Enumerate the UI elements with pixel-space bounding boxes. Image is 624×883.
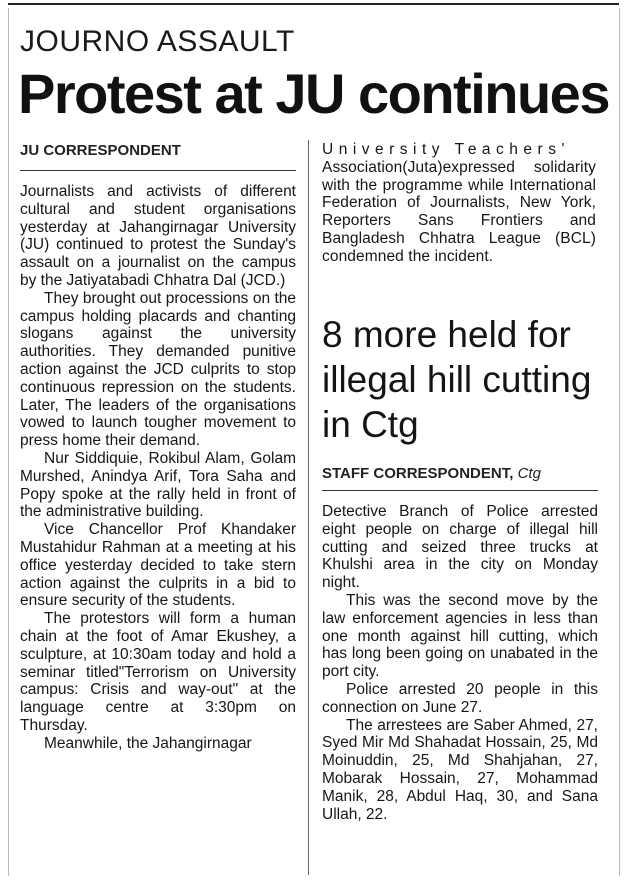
byline: JU CORRESPONDENT <box>20 142 181 159</box>
left-border <box>8 8 9 876</box>
paragraph: They brought out processions on the campus holding placards and chanting slogans against the university authorities. They demanded punitive action against the JCD culprits to stop continuous repression on the students. Later, The leaders of the organisations vowed to launch tougher movement to press home their demand. <box>20 289 296 450</box>
byline-rule <box>20 170 296 171</box>
top-rule <box>8 3 619 5</box>
paragraph: The protestors will form a human chain at the foot of Amar Ekushey, a sculpture, at 10:30am today and hold a seminar titled"Terrorism on University campus: Crisis and way-out" at the language centre at 3:30pm on Thursday. <box>20 610 296 734</box>
paragraph: Meanwhile, the Jahangirnagar <box>44 734 252 752</box>
kicker: JOURNO ASSAULT <box>20 25 295 58</box>
byline-2 <box>322 464 541 484</box>
paragraph: Police arrested 20 people in this connection on June 27. <box>322 680 598 716</box>
headline: Protest at JU continues <box>18 62 609 125</box>
right-border <box>619 8 620 876</box>
paragraph: This was the second move by the law enforcement agencies in less than one month against hill cutting, which has long been going on unabated in the port city. <box>322 591 598 681</box>
headline-2: 8 more held for illegal hill cutting in Ctg <box>322 314 592 445</box>
paragraph: Association(Juta)expressed solidarity with the programme while International Federation of Journalists, New York, Reporters Sans Frontiers and Bangladesh Chhatra League (BCL) condemned the incident. <box>322 158 596 265</box>
byline-2-location: Ctg <box>517 465 541 482</box>
story1-continuation <box>322 141 596 266</box>
column-divider <box>308 140 309 875</box>
paragraph: Vice Chancellor Prof Khandaker Mustahidur Rahman at a meeting at his office yesterday decided to take stern action against the culprits in a bid to ensure security of the students. <box>20 521 296 610</box>
story1-body <box>20 183 296 753</box>
paragraph: Nur Siddiquie, Rokibul Alam, Golam Murshed, Anindya Arif, Tora Saha and Popy spoke at the rally held in front of the administrative building. <box>20 449 296 521</box>
paragraph: Detective Branch of Police arrested eight people on charge of illegal hill cutting and seized three trucks at Khulshi area in the city on Monday night. <box>322 503 598 592</box>
continuation-line: University Teachers' <box>322 141 570 158</box>
byline-2-rule <box>322 490 598 491</box>
paragraph: Journalists and activists of different cultural and student organisations yesterday at Jahangirnagar University (JU) continued to protest the Sunday's assault on a journalist on the campus by the Jatiyatabadi Chhatra Dal (JCD.) <box>20 183 296 289</box>
story2-body <box>322 503 598 823</box>
byline-2-name: STAFF CORRESPONDENT, <box>322 465 514 482</box>
paragraph: The arrestees are Saber Ahmed, 27, Syed Mir Md Shahadat Hossain, 25, Md Moinuddin, 25, Md Shahjahan, 27, Mobarak Hossain, 27, Mohammad Manik, 28, Abdul Haq, 30, and Sana Ullah, 22. <box>322 716 598 823</box>
